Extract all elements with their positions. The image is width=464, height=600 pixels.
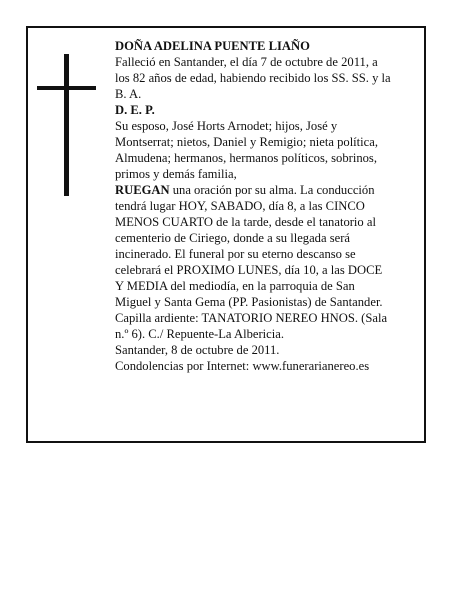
family-list: Su esposo, José Horts Arnodet; hijos, José y Montserrat; nietos, Daniel y Remigio; nieta política, Almudena; hermanos, hermanos políticos, sobrinos, primos y demás familia, xyxy=(115,119,379,181)
cross-horizontal-bar xyxy=(37,86,96,90)
cross-vertical-bar xyxy=(64,54,69,196)
ruegan-text: una oración por su alma. La conducción tendrá lugar HOY, SABADO, día 8, a las CINCO MENOS CUARTO de la tarde, desde el tanatorio al cementerio de Ciriego, donde a su llegada será incinerado. El funeral por su eterno descanso se celebrará el PROXIMO LUNES, día 10, a las DOCE Y MEDIA del mediodía, en la parroquia de San Miguel y Santa Gema (PP. Pasionistas) de Santander. xyxy=(115,183,383,309)
date-place: Santander, 8 de octubre de 2011. xyxy=(115,343,280,357)
deceased-name: DOÑA ADELINA PUENTE LIAÑO xyxy=(115,39,310,53)
ruegan-label: RUEGAN xyxy=(115,183,170,197)
ruegan-paragraph xyxy=(115,182,393,310)
condolences-line: Condolencias por Internet: www.funerarianereo.es xyxy=(115,359,370,373)
obituary-text xyxy=(115,38,393,374)
death-info: Falleció en Santander, el día 7 de octubre de 2011, a los 82 años de edad, habiendo recibido los SS. SS. y la B. A. xyxy=(115,55,391,101)
dep-heading: D. E. P. xyxy=(115,103,155,117)
chapel-info: Capilla ardiente: TANATORIO NEREO HNOS. (Sala n.º 6). C./ Repuente-La Albericia. xyxy=(115,311,388,341)
